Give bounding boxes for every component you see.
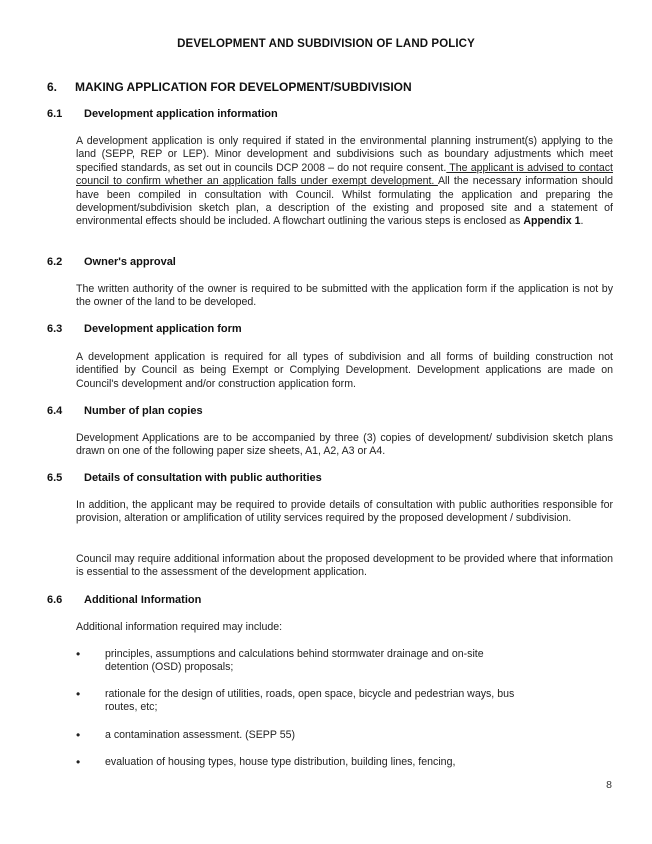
subsection-number: 6.3 bbox=[47, 323, 63, 335]
bullet-icon: • bbox=[76, 687, 81, 701]
subsection-title: Development application information bbox=[84, 108, 278, 120]
paragraph-text: All the necessary information should have been compiled in consultation with Council. Whilst formulating the application and preparing the development/subdivision sketch plan, a description of the existing and proposed site and a statement of environmental effects should be included. A flowchart outlining the various steps is enclosed as bbox=[76, 175, 613, 228]
subsection-heading-6-1 bbox=[47, 108, 278, 120]
subsection-title: Details of consultation with public authorities bbox=[84, 472, 322, 484]
paragraph-text: A development application is only required if stated in the environmental planning instrument(s) applying to the land (SEPP, REP or LEP). Minor development and subdivisions such as boundary adjustments which meet specified standards, as set out in councils DCP 2008 – do not require consent. bbox=[76, 135, 613, 174]
subsection-heading-6-4 bbox=[47, 405, 203, 417]
subsection-title: Additional Information bbox=[84, 594, 202, 606]
section-heading bbox=[47, 80, 412, 94]
bullet-icon: • bbox=[76, 647, 81, 661]
list-item-text: a contamination assessment. (SEPP 55) bbox=[105, 729, 295, 741]
paragraph-6-3: A development application is required for all types of subdivision and all forms of building construction not identified by Council as being Exempt or Complying Development. Development applications are made on Council's development and/or construction application form. bbox=[76, 351, 613, 390]
paragraph-6-6-intro: Additional information required may include: bbox=[76, 621, 283, 633]
paragraph-6-4: Development Applications are to be accompanied by three (3) copies of development/ subdivision sketch plans drawn on one of the following paper size sheets, A1, A2, A3 or A4. bbox=[76, 432, 613, 458]
subsection-number: 6.6 bbox=[47, 594, 63, 606]
list-item-text: evaluation of housing types, house type distribution, building lines, fencing, bbox=[105, 756, 456, 768]
paragraph-6-5-b: Council may require additional information about the proposed development to be provided where that information is essential to the assessment of the development application. bbox=[76, 553, 613, 579]
section-number: 6. bbox=[47, 80, 58, 94]
underlined-text: The applicant is advised to contact council to confirm whether an application falls under exempt development. bbox=[76, 161, 613, 188]
subsection-title: Development application form bbox=[84, 323, 242, 335]
paragraph-6-5-a: In addition, the applicant may be required to provide details of consultation with public authorities responsible for provision, alteration or amplification of utility services required by the proposed development / subdivision. bbox=[76, 499, 613, 525]
subsection-title: Owner's approval bbox=[84, 256, 176, 268]
paragraph-text: . bbox=[580, 215, 584, 228]
subsection-heading-6-3 bbox=[47, 323, 242, 335]
subsection-title: Number of plan copies bbox=[84, 405, 203, 417]
subsection-heading-6-2 bbox=[47, 256, 176, 268]
appendix-reference: Appendix 1 bbox=[523, 215, 581, 228]
list-item-text: principles, assumptions and calculations behind stormwater drainage and on-site detention (OSD) proposals; bbox=[105, 648, 484, 674]
subsection-heading-6-5 bbox=[47, 472, 322, 484]
document-title: DEVELOPMENT AND SUBDIVISION OF LAND POLICY bbox=[177, 38, 475, 50]
bullet-icon: • bbox=[76, 728, 81, 742]
bullet-icon: • bbox=[76, 755, 81, 769]
subsection-number: 6.5 bbox=[47, 472, 63, 484]
list-item-text: rationale for the design of utilities, roads, open space, bicycle and pedestrian ways, bus routes, etc; bbox=[105, 688, 515, 714]
subsection-number: 6.4 bbox=[47, 405, 63, 417]
subsection-heading-6-6 bbox=[47, 594, 201, 606]
subsection-number: 6.1 bbox=[47, 108, 63, 120]
subsection-number: 6.2 bbox=[47, 256, 63, 268]
page-number: 8 bbox=[606, 779, 612, 791]
section-title: MAKING APPLICATION FOR DEVELOPMENT/SUBDIVISION bbox=[75, 80, 412, 94]
paragraph-6-2: The written authority of the owner is required to be submitted with the application form if the application is not by the owner of the land to be developed. bbox=[76, 283, 613, 309]
paragraph-6-1 bbox=[76, 135, 613, 229]
